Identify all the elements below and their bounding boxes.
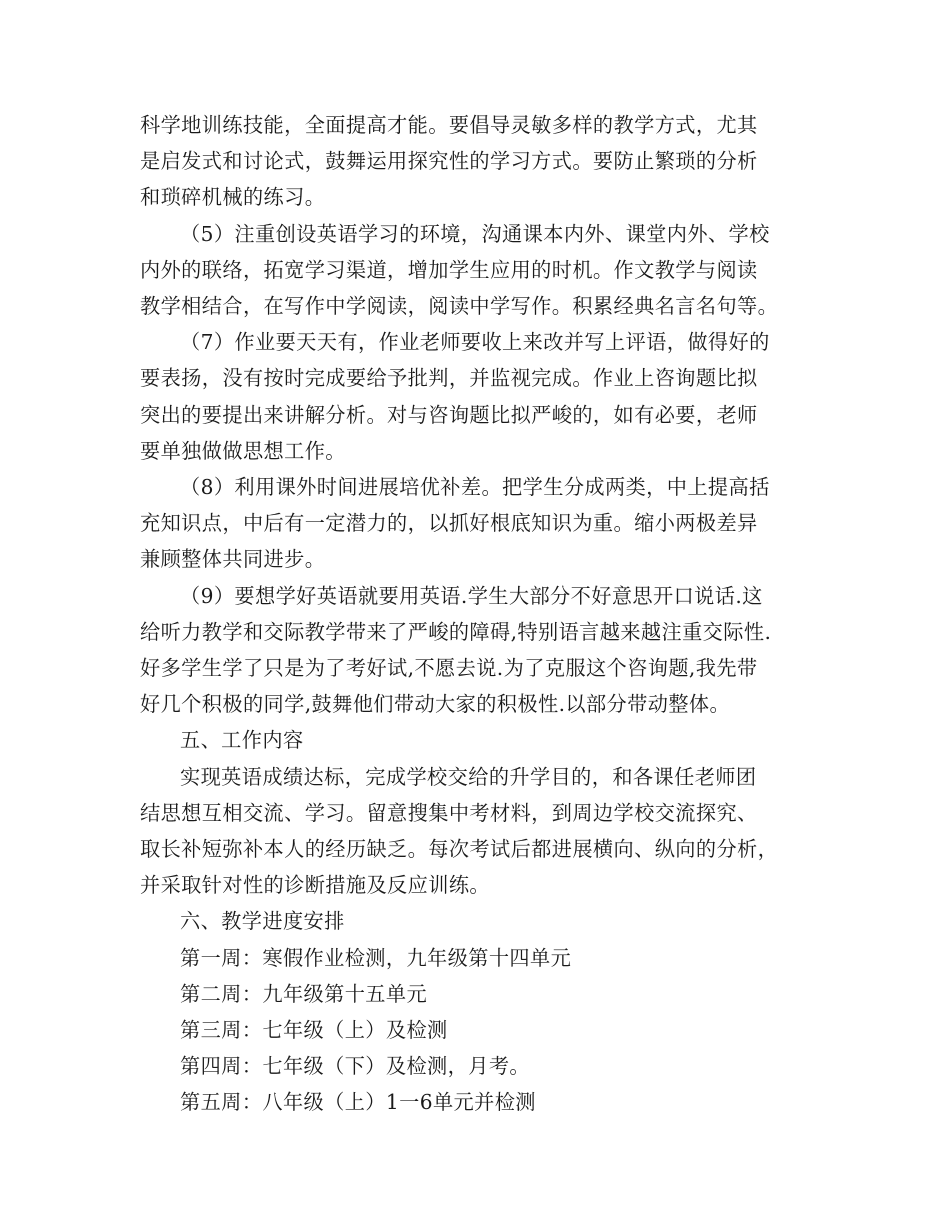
- text-line: 内外的联络，拓宽学习渠道，增加学生应用的时机。作文教学与阅读: [140, 257, 758, 282]
- text-line: （9）要想学好英语就要用英语.学生大部分不好意思开口说话.这: [180, 583, 763, 608]
- text-line: 并采取针对性的诊断措施及反应训练。: [140, 873, 490, 898]
- schedule-list: [140, 940, 816, 1121]
- paragraph-work-content: [140, 759, 816, 904]
- section-heading-work-content: [140, 722, 816, 758]
- text-line: 教学相结合，在写作中学阅读，阅读中学写作。积累经典名言名句等。: [140, 294, 779, 319]
- text-line: 好几个积极的同学,鼓舞他们带动大家的积极性.以部分带动整体。: [140, 692, 731, 717]
- paragraph-item-8: [140, 469, 816, 578]
- section-heading-schedule: [140, 903, 816, 939]
- paragraph-item-5: [140, 216, 816, 325]
- text-line: （5）注重创设英语学习的环境，沟通课本内外、课堂内外、学校: [180, 221, 770, 246]
- text-line: （8）利用课外时间进展培优补差。把学生分成两类，中上提高括: [180, 475, 770, 500]
- text-line: 实现英语成绩达标，完成学校交给的升学目的，和各课任老师团: [180, 764, 757, 789]
- text-line: 给听力教学和交际教学带来了严峻的障碍,特别语言越来越注重交际性.: [140, 619, 772, 644]
- text-line: 取长补短弥补本人的经历缺乏。每次考试后都进展横向、纵向的分析，: [140, 837, 779, 862]
- schedule-item: 第四周：七年级（下）及检测，月考。: [180, 1054, 530, 1079]
- paragraph-item-9: [140, 578, 816, 723]
- text-line: 结思想互相交流、学习。留意搜集中考材料，到周边学校交流探究、: [140, 800, 758, 825]
- text-line: 和琐碎机械的练习。: [140, 185, 326, 210]
- text-line: （7）作业要天天有，作业老师要收上来改并写上评语，做得好的: [180, 330, 770, 355]
- schedule-item: 第一周：寒假作业检测，九年级第十四单元: [180, 945, 572, 970]
- schedule-item: 第二周：九年级第十五单元: [180, 981, 428, 1006]
- paragraph-teaching-methods: [140, 107, 816, 216]
- document-body: [140, 107, 816, 1121]
- text-line: 兼顾整体共同进步。: [140, 547, 326, 572]
- schedule-item: 第三周：七年级（上）及检测: [180, 1018, 448, 1043]
- paragraph-item-7: [140, 324, 816, 469]
- section-heading: 五、工作内容: [180, 728, 304, 753]
- text-line: 科学地训练技能，全面提高才能。要倡导灵敏多样的教学方式，尤其: [140, 113, 758, 137]
- text-line: 是启发式和讨论式，鼓舞运用探究性的学习方式。要防止繁琐的分析: [140, 149, 758, 174]
- text-line: 突出的要提出来讲解分析。对与咨询题比拟严峻的，如有必要，老师: [140, 402, 758, 427]
- section-heading: 六、教学进度安排: [180, 909, 345, 934]
- schedule-item: 第五周：八年级（上）1一6单元并检测: [180, 1090, 536, 1115]
- text-line: 好多学生学了只是为了考好试,不愿去说.为了克服这个咨询题,我先带: [140, 656, 758, 681]
- text-line: 要表扬，没有按时完成要给予批判，并监视完成。作业上咨询题比拟: [140, 366, 758, 391]
- text-line: 要单独做做思想工作。: [140, 438, 346, 463]
- text-line: 充知识点，中后有一定潜力的，以抓好根底知识为重。缩小两极差异: [140, 511, 758, 536]
